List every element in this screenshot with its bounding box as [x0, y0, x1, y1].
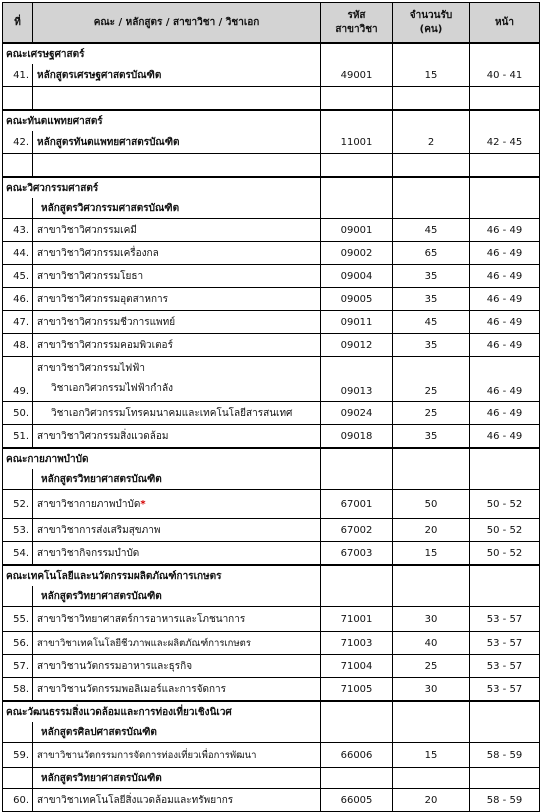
row-code: 67002: [321, 519, 393, 542]
row-code: 71003: [321, 632, 393, 655]
faculty-culture: คณะวัฒนธรรมสิ่งแวดล้อมและการท่องเที่ยวเชิงนิเวศ: [3, 701, 321, 722]
row-name: วิชาเอกวิศวกรรมโทรคมนาคมและเทคโนโลยีสารสนเทศ: [33, 402, 321, 425]
row-page: 53 - 57: [470, 655, 540, 678]
table-row: [3, 311, 540, 334]
header-code-line2: สาขาวิชา: [335, 23, 378, 35]
row-seats: 35: [393, 425, 470, 449]
header-seats: [393, 3, 470, 44]
table-row: [3, 655, 540, 678]
row-name: สาขาวิชากิจกรรมบำบัด: [33, 542, 321, 566]
spacer-row: [3, 154, 540, 178]
row-seats: 2: [393, 131, 470, 154]
row-code: 67003: [321, 542, 393, 566]
row-seats: 45: [393, 219, 470, 242]
row-seats: 30: [393, 607, 470, 632]
row-name: [33, 357, 321, 402]
row-page: 53 - 57: [470, 632, 540, 655]
faculty-row: [3, 177, 540, 198]
faculty-row: [3, 701, 540, 722]
program-row: [3, 198, 540, 219]
row-code: 71001: [321, 607, 393, 632]
row-no: 51.: [3, 425, 33, 449]
table-row: [3, 219, 540, 242]
header-no: ที่: [3, 3, 33, 44]
row-name: สาขาวิชาวิศวกรรมคอมพิวเตอร์: [33, 334, 321, 357]
row-page: 46 - 49: [470, 334, 540, 357]
row-seats: 20: [393, 789, 470, 812]
row-page: 58 - 59: [470, 743, 540, 768]
row-seats: 35: [393, 288, 470, 311]
row-name: สาขาวิชาวิทยาศาสตร์การอาหารและโภชนาการ: [33, 607, 321, 632]
program-physio: หลักสูตรวิทยาศาสตรบัณฑิต: [33, 469, 321, 490]
row-code: 11001: [321, 131, 393, 154]
row-seats: 15: [393, 743, 470, 768]
row-no: 47.: [3, 311, 33, 334]
row-no: 44.: [3, 242, 33, 265]
faculty-row: [3, 110, 540, 131]
table-row: [3, 131, 540, 154]
header-page: หน้า: [470, 3, 540, 44]
program-row: [3, 586, 540, 607]
row-page: 50 - 52: [470, 542, 540, 566]
row-no: 48.: [3, 334, 33, 357]
row-code: 66005: [321, 789, 393, 812]
row-code: 09001: [321, 219, 393, 242]
row-no: 42.: [3, 131, 33, 154]
row-seats: 65: [393, 242, 470, 265]
row-code: 09013: [321, 357, 393, 402]
row-page: 46 - 49: [470, 402, 540, 425]
table-row: [3, 678, 540, 702]
row-name: สาขาวิชานวัตกรรมอาหารและธุรกิจ: [33, 655, 321, 678]
row-no: 41.: [3, 64, 33, 87]
row-code: 09018: [321, 425, 393, 449]
row-name: สาขาวิชาวิศวกรรมอุตสาหการ: [33, 288, 321, 311]
table-header-row: [3, 3, 540, 44]
row-page: 46 - 49: [470, 242, 540, 265]
header-program: คณะ / หลักสูตร / สาขาวิชา / วิชาเอก: [33, 3, 321, 44]
row-page: 50 - 52: [470, 490, 540, 519]
row-no: 49.: [3, 357, 33, 402]
row-seats: 15: [393, 64, 470, 87]
faculty-economics: คณะเศรษฐศาสตร์: [3, 43, 321, 64]
row-page: 58 - 59: [470, 789, 540, 812]
row-code: 09024: [321, 402, 393, 425]
row-name: สาขาวิชานวัตกรรมพอลิเมอร์และการจัดการ: [33, 678, 321, 702]
table-row: [3, 288, 540, 311]
row-seats: 20: [393, 519, 470, 542]
program-row: [3, 722, 540, 743]
row-code: 09002: [321, 242, 393, 265]
row-code: 66006: [321, 743, 393, 768]
row-name-text: สาขาวิชากายภาพบำบัด: [37, 498, 141, 510]
row-name: สาขาวิชาเทคโนโลยีสิ่งแวดล้อมและทรัพยากร: [33, 789, 321, 812]
row-code: 09004: [321, 265, 393, 288]
table-row: [3, 242, 540, 265]
table-row: [3, 357, 540, 402]
table-row: [3, 632, 540, 655]
row-parent-name: สาขาวิชาวิศวกรรมไฟฟ้า: [37, 363, 145, 374]
row-page: 40 - 41: [470, 64, 540, 87]
faculty-row: [3, 565, 540, 586]
row-page: 46 - 49: [470, 357, 540, 402]
table-row: [3, 334, 540, 357]
row-code: 71005: [321, 678, 393, 702]
row-name: สาขาวิชาวิศวกรรมเคมี: [33, 219, 321, 242]
header-seats-line1: จำนวนรับ: [409, 9, 453, 21]
row-page: 46 - 49: [470, 425, 540, 449]
admission-table: [2, 2, 540, 812]
row-code: 67001: [321, 490, 393, 519]
row-seats: 40: [393, 632, 470, 655]
header-code: [321, 3, 393, 44]
program-eng: หลักสูตรวิศวกรรมศาสตรบัณฑิต: [33, 198, 321, 219]
faculty-physio: คณะกายภาพบำบัด: [3, 448, 321, 469]
admission-table-container: [2, 2, 539, 812]
row-page: 53 - 57: [470, 607, 540, 632]
row-page: 50 - 52: [470, 519, 540, 542]
row-name: สาขาวิชาวิศวกรรมสิ่งแวดล้อม: [33, 425, 321, 449]
header-code-line1: รหัส: [347, 9, 366, 21]
row-no: 55.: [3, 607, 33, 632]
row-no: 56.: [3, 632, 33, 655]
faculty-dentistry: คณะทันตแพทยศาสตร์: [3, 110, 321, 131]
row-no: 58.: [3, 678, 33, 702]
row-code: 49001: [321, 64, 393, 87]
program-row: [3, 768, 540, 789]
table-row: [3, 743, 540, 768]
spacer-row: [3, 87, 540, 111]
row-no: 54.: [3, 542, 33, 566]
row-seats: 35: [393, 334, 470, 357]
row-no: 59.: [3, 743, 33, 768]
row-seats: 25: [393, 402, 470, 425]
row-page: 42 - 45: [470, 131, 540, 154]
table-row: [3, 425, 540, 449]
row-no: 52.: [3, 490, 33, 519]
row-seats: 50: [393, 490, 470, 519]
row-code: 09011: [321, 311, 393, 334]
row-name: หลักสูตรเศรษฐศาสตรบัณฑิต: [33, 64, 321, 87]
row-code: 71004: [321, 655, 393, 678]
faculty-agritech: คณะเทคโนโลยีและนวัตกรรมผลิตภัณฑ์การเกษตร: [3, 565, 321, 586]
row-no: 53.: [3, 519, 33, 542]
row-page: 46 - 49: [470, 265, 540, 288]
table-row: [3, 490, 540, 519]
row-page: 46 - 49: [470, 219, 540, 242]
row-name: สาขาวิชานวัตกรรมการจัดการท่องเที่ยวเพื่อการพัฒนา: [33, 743, 321, 768]
table-row: [3, 519, 540, 542]
table-row: [3, 789, 540, 812]
row-name: หลักสูตรทันตแพทยศาสตรบัณฑิต: [33, 131, 321, 154]
program-sci: หลักสูตรวิทยาศาสตรบัณฑิต: [33, 768, 321, 789]
row-no: 43.: [3, 219, 33, 242]
faculty-row: [3, 448, 540, 469]
asterisk-mark: *: [140, 498, 146, 510]
table-row: [3, 607, 540, 632]
row-no: 50.: [3, 402, 33, 425]
table-row: [3, 542, 540, 566]
program-row: [3, 469, 540, 490]
row-name: สาขาวิชาวิศวกรรมโยธา: [33, 265, 321, 288]
table-row: [3, 265, 540, 288]
faculty-row: [3, 43, 540, 64]
row-code: 09012: [321, 334, 393, 357]
row-seats: 45: [393, 311, 470, 334]
row-seats: 25: [393, 357, 470, 402]
row-no: 57.: [3, 655, 33, 678]
header-seats-line2: (คน): [419, 23, 443, 35]
row-name: สาขาวิชาวิศวกรรมชีวการแพทย์: [33, 311, 321, 334]
row-page: 53 - 57: [470, 678, 540, 702]
faculty-engineering: คณะวิศวกรรมศาสตร์: [3, 177, 321, 198]
row-seats: 35: [393, 265, 470, 288]
row-code: 09005: [321, 288, 393, 311]
program-agri: หลักสูตรวิทยาศาสตรบัณฑิต: [33, 586, 321, 607]
row-name: [33, 490, 321, 519]
row-seats: 25: [393, 655, 470, 678]
row-page: 46 - 49: [470, 288, 540, 311]
row-page: 46 - 49: [470, 311, 540, 334]
row-no: 60.: [3, 789, 33, 812]
program-arts: หลักสูตรศิลปศาสตรบัณฑิต: [33, 722, 321, 743]
row-seats: 30: [393, 678, 470, 702]
table-row: [3, 64, 540, 87]
row-name: สาขาวิชาเทคโนโลยีชีวภาพและผลิตภัณฑ์การเกษตร: [33, 632, 321, 655]
row-sub-name: วิชาเอกวิศวกรรมไฟฟ้ากำลัง: [51, 383, 173, 394]
row-seats: 15: [393, 542, 470, 566]
row-no: 46.: [3, 288, 33, 311]
row-name: สาขาวิชาการส่งเสริมสุขภาพ: [33, 519, 321, 542]
table-row: [3, 402, 540, 425]
row-name: สาขาวิชาวิศวกรรมเครื่องกล: [33, 242, 321, 265]
row-no: 45.: [3, 265, 33, 288]
